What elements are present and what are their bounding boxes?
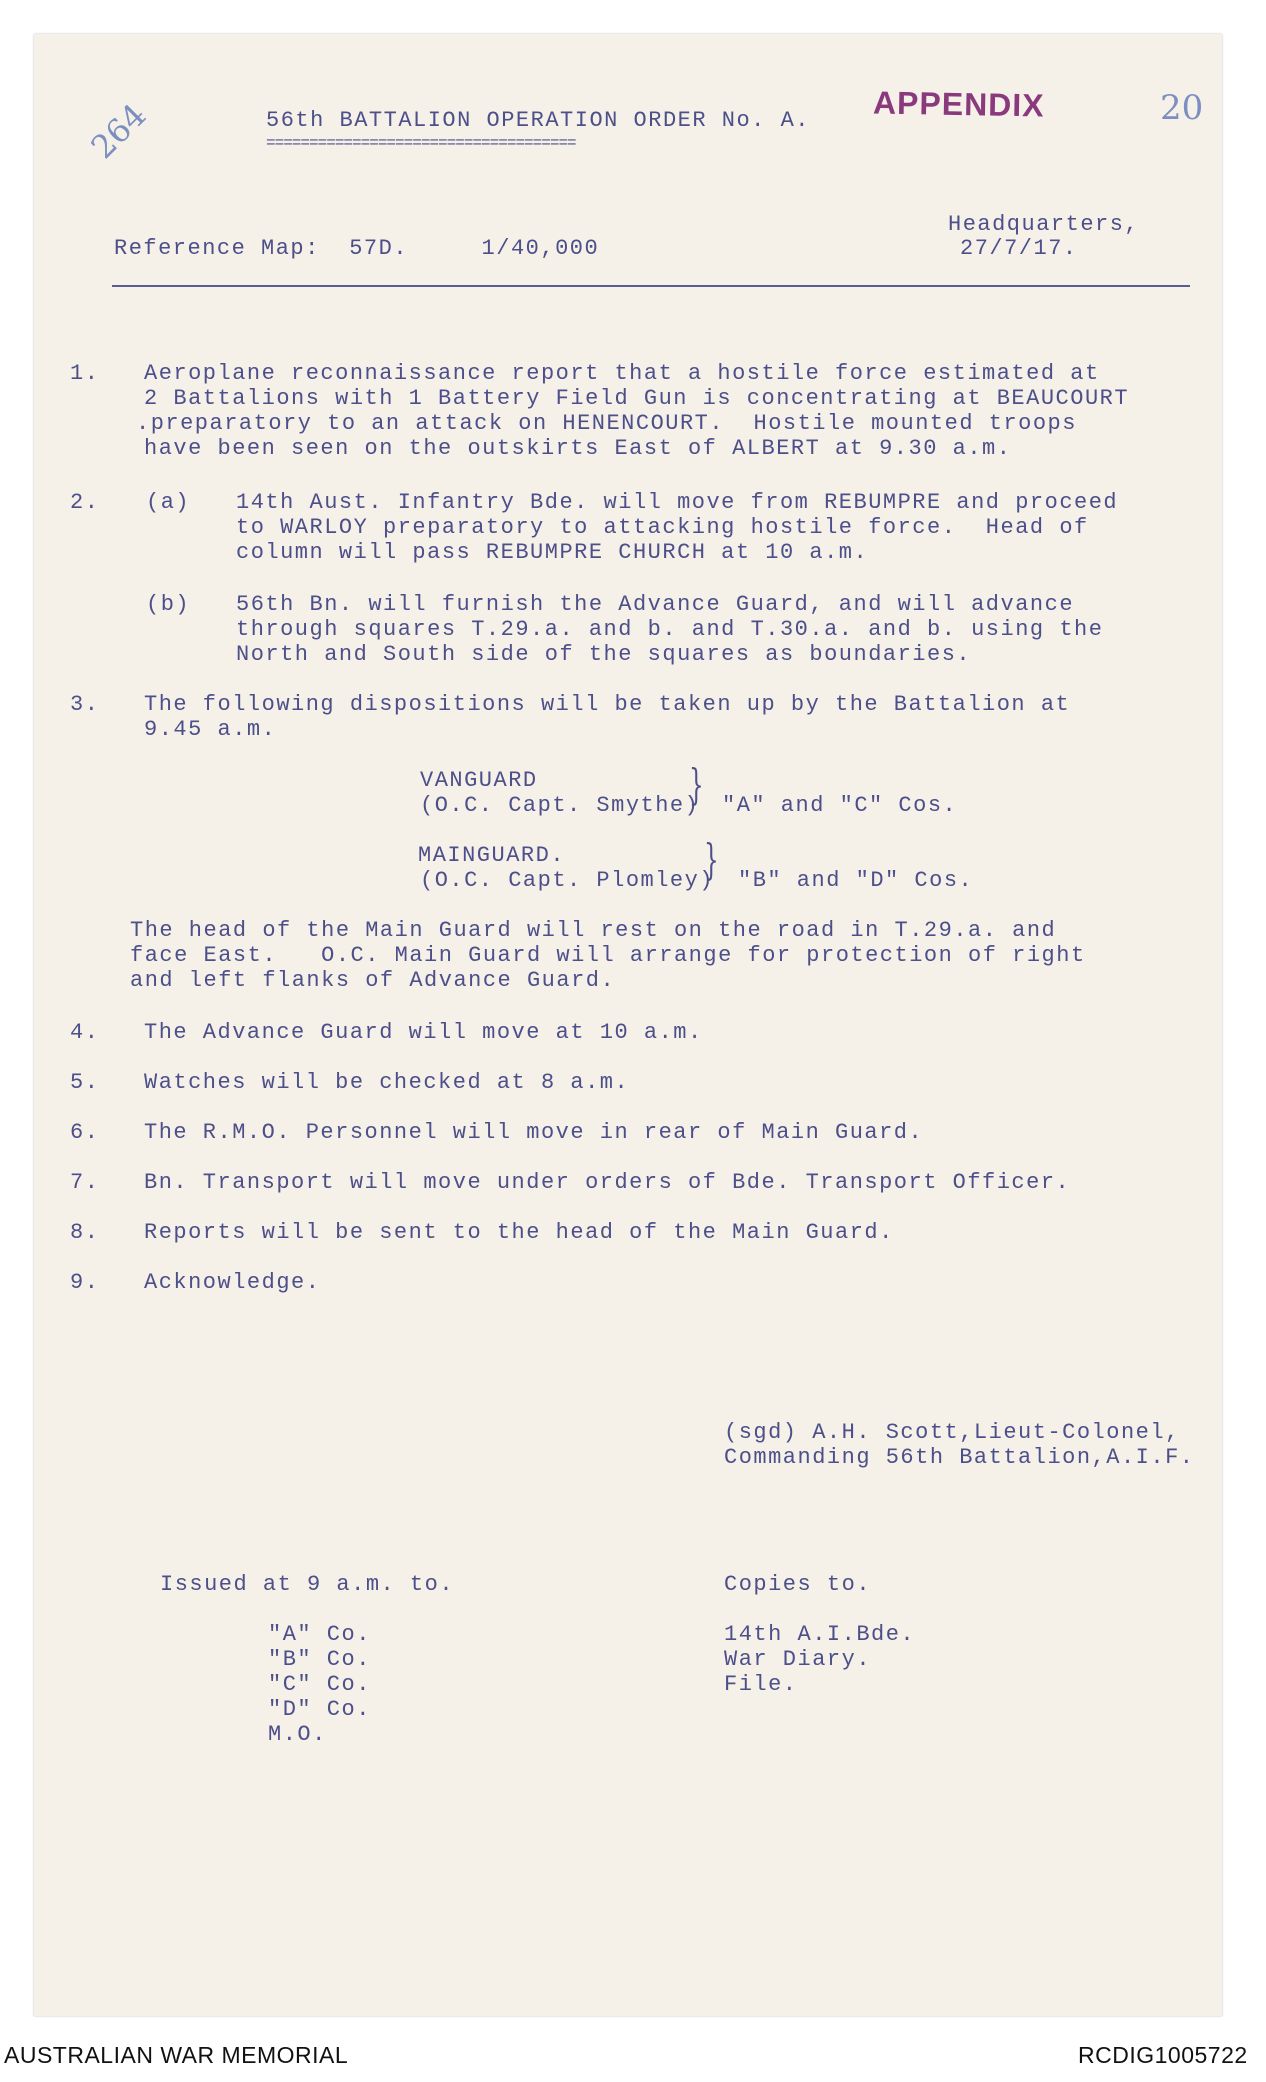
- para-2a-label: (a): [146, 490, 191, 515]
- para-3-line: 9.45 a.m.: [144, 717, 277, 742]
- header-divider: [112, 285, 1190, 287]
- issued-item: "B" Co.: [268, 1647, 371, 1672]
- reference-map: Reference Map: 57D. 1/40,000: [114, 236, 600, 261]
- para-6-text: The R.M.O. Personnel will move in rear of Main Guard.: [144, 1120, 924, 1145]
- para-3-cont-line: The head of the Main Guard will rest on the road in T.29.a. and: [130, 918, 1057, 943]
- page-number-pencil: 20: [1160, 88, 1204, 128]
- para-9-number: 9.: [70, 1270, 100, 1295]
- vanguard-companies: "A" and "C" Cos.: [722, 793, 958, 818]
- issued-item: "A" Co.: [268, 1622, 371, 1647]
- para-2b-line: 56th Bn. will furnish the Advance Guard, and will advance: [236, 592, 1075, 617]
- copies-item: 14th A.I.Bde.: [724, 1622, 916, 1647]
- para-6-number: 6.: [70, 1120, 100, 1145]
- para-2a-line: column will pass REBUMPRE CHURCH at 10 a.m.: [236, 540, 869, 565]
- para-4-number: 4.: [70, 1020, 100, 1045]
- archive-id: RCDIG1005722: [1078, 2042, 1248, 2068]
- mainguard-companies: "B" and "D" Cos.: [738, 868, 974, 893]
- para-9-text: Acknowledge.: [144, 1270, 321, 1295]
- signature-title: Commanding 56th Battalion,A.I.F.: [724, 1445, 1195, 1470]
- para-5-number: 5.: [70, 1070, 100, 1095]
- mainguard-commander: (O.C. Capt. Plomley): [420, 868, 715, 893]
- para-5-text: Watches will be checked at 8 a.m.: [144, 1070, 630, 1095]
- folio-pencil-number: 264: [83, 95, 154, 167]
- para-8-number: 8.: [70, 1220, 100, 1245]
- para-2b-label: (b): [146, 592, 191, 617]
- document-date: 27/7/17.: [960, 236, 1078, 261]
- para-2b-line: North and South side of the squares as boundaries.: [236, 642, 972, 667]
- para-3-cont-line: and left flanks of Advance Guard.: [130, 968, 616, 993]
- vanguard-brace: }: [689, 760, 704, 809]
- copies-heading: Copies to.: [724, 1572, 872, 1597]
- para-1-line: Aeroplane reconnaissance report that a hostile force estimated at: [144, 361, 1100, 386]
- headquarters-label: Headquarters,: [948, 212, 1140, 237]
- mainguard-label: MAINGUARD.: [418, 843, 566, 868]
- appendix-stamp: APPENDIX: [872, 84, 1045, 124]
- para-1-line: have been seen on the outskirts East of ALBERT at 9.30 a.m.: [144, 436, 1012, 461]
- document-title: 56th BATTALION OPERATION ORDER No. A.: [266, 108, 810, 133]
- para-7-number: 7.: [70, 1170, 100, 1195]
- issued-item: "D" Co.: [268, 1697, 371, 1722]
- title-double-underline: ====================================: [266, 134, 576, 152]
- para-2a-line: 14th Aust. Infantry Bde. will move from REBUMPRE and proceed: [236, 490, 1119, 515]
- para-8-text: Reports will be sent to the head of the Main Guard.: [144, 1220, 894, 1245]
- issued-item: M.O.: [268, 1722, 327, 1747]
- signature-line: (sgd) A.H. Scott,Lieut-Colonel,: [724, 1420, 1180, 1445]
- copies-item: File.: [724, 1672, 798, 1697]
- para-3-number: 3.: [70, 692, 100, 717]
- vanguard-commander: (O.C. Capt. Smythe): [420, 793, 700, 818]
- issued-heading: Issued at 9 a.m. to.: [160, 1572, 455, 1597]
- para-1-number: 1.: [70, 361, 100, 386]
- para-7-text: Bn. Transport will move under orders of Bde. Transport Officer.: [144, 1170, 1071, 1195]
- issued-item: "C" Co.: [268, 1672, 371, 1697]
- mainguard-brace: }: [704, 835, 719, 884]
- para-2-number: 2.: [70, 490, 100, 515]
- para-1-line: 2 Battalions with 1 Battery Field Gun is concentrating at BEAUCOURT: [144, 386, 1130, 411]
- para-2a-line: to WARLOY preparatory to attacking hostile force. Head of: [236, 515, 1089, 540]
- para-1-line: .preparatory to an attack on HENENCOURT. Hostile mounted troops: [136, 411, 1077, 436]
- para-3-cont-line: face East. O.C. Main Guard will arrange for protection of right: [130, 943, 1086, 968]
- vanguard-label: VANGUARD: [420, 768, 538, 793]
- copies-item: War Diary.: [724, 1647, 872, 1672]
- para-3-line: The following dispositions will be taken up by the Battalion at: [144, 692, 1071, 717]
- archive-credit: AUSTRALIAN WAR MEMORIAL: [4, 2042, 349, 2068]
- para-2b-line: through squares T.29.a. and b. and T.30.a. and b. using the: [236, 617, 1104, 642]
- para-4-text: The Advance Guard will move at 10 a.m.: [144, 1020, 703, 1045]
